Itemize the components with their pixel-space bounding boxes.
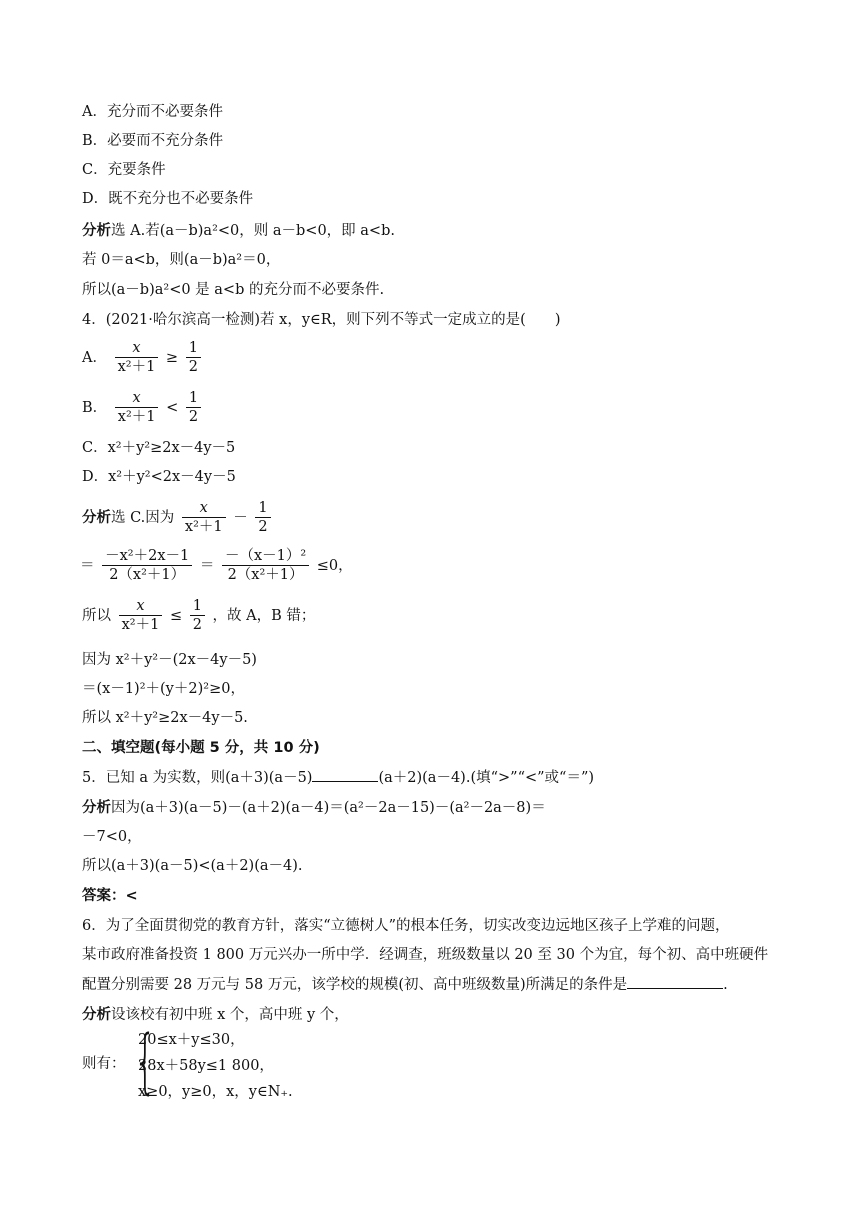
analysis-text: 设该校有初中班 x 个，高中班 y 个，	[111, 1007, 349, 1023]
option-label: A．	[82, 350, 107, 366]
q3-analysis-line3: 所以(a－b)a²<0 是 a<b 的充分而不必要条件.	[82, 282, 385, 298]
equals: ＝	[80, 558, 95, 574]
q6-line3	[82, 975, 728, 995]
system-prefix: 则有：	[82, 1056, 126, 1072]
option-label: B．	[82, 400, 108, 416]
fraction: $\frac{1}{2}$	[186, 340, 201, 376]
system-eq2: 28x＋58y≤1 800，	[138, 1058, 274, 1074]
relation: ≤	[169, 608, 183, 624]
q4-analysis-line3	[82, 598, 315, 634]
stem-text: 配置分别需要 28 万元与 58 万元，该学校的规模(初、高中班级数量)所满足的条件是	[82, 977, 628, 993]
q5-analysis-line3: 所以(a＋3)(a－5)<(a＋2)(a－4).	[82, 858, 303, 874]
answer-blank	[312, 781, 378, 782]
relation: <	[166, 400, 179, 416]
answer-blank	[627, 988, 723, 989]
q6-line1: 6．为了全面贯彻党的教育方针，落实“立德树人”的根本任务，切实改变边远地区孩子上学难的问题，	[82, 918, 730, 934]
analysis-label: 分析	[82, 1007, 111, 1023]
q6-line2: 某市政府准备投资 1 800 万元兴办一所中学．经调查，班级数量以 20 至 30 个为宜，每个初、高中班硬件	[82, 947, 769, 963]
brace-icon: {	[134, 1020, 157, 1102]
fraction: $\frac{x}{\text{x²＋1}}$	[182, 500, 226, 536]
q5-analysis-line2: －7<0，	[82, 829, 142, 845]
option-c: C．充要条件	[82, 162, 166, 178]
analysis-label: 分析	[82, 800, 111, 816]
analysis-label: 分析	[82, 510, 111, 526]
fraction: $\frac{\text{－x²＋2x－1}}{\text{2（x²＋1）}}$	[102, 548, 192, 584]
minus: －	[233, 510, 248, 526]
stem-text: (a＋2)(a－4).(填“>”“<”或“＝”)	[378, 770, 595, 786]
equals: ＝	[199, 558, 215, 574]
analysis-text: ≤0，	[316, 558, 353, 574]
stem-text: 5．已知 a 为实数，则(a＋3)(a－5)	[82, 770, 313, 786]
q4-analysis-line1	[82, 500, 274, 536]
stem-text: .	[723, 977, 728, 993]
option-b: B．必要而不充分条件	[82, 133, 224, 149]
q4-analysis-line6: 所以 x²＋y²≥2x－4y－5.	[82, 710, 248, 726]
system-eq3: x≥0，y≥0，x，y∈N₊.	[138, 1084, 293, 1100]
q4-option-a	[82, 340, 204, 376]
q5-analysis-line1	[82, 798, 546, 818]
q4-stem: 4．(2021·哈尔滨高一检测)若 x，y∈R，则下列不等式一定成立的是( )	[82, 312, 561, 328]
fraction: $\frac{1}{2}$	[255, 500, 270, 536]
q4-analysis-line5: ＝(x－1)²＋(y＋2)²≥0，	[82, 681, 245, 697]
analysis-text: 因为(a＋3)(a－5)－(a＋2)(a－4)＝(a²－2a－15)－(a²－2a－8)＝	[111, 800, 546, 816]
section-heading: 二、填空题(每小题 5 分，共 10 分)	[82, 740, 320, 756]
fraction: $\frac{\text{－（x－1）²}}{\text{2（x²＋1）}}$	[222, 548, 309, 584]
analysis-text: 所以	[82, 608, 111, 624]
fraction: $\frac{x}{\text{x²＋1}}$	[115, 340, 159, 376]
q5-stem	[82, 768, 594, 788]
q4-analysis-line2	[80, 548, 353, 584]
fraction: $\frac{x}{\text{x²＋1}}$	[115, 390, 159, 426]
fraction: $\frac{1}{2}$	[190, 598, 205, 634]
q4-option-c: C．x²＋y²≥2x－4y－5	[82, 440, 236, 456]
q4-option-d: D．x²＋y²<2x－4y－5	[82, 469, 236, 485]
q3-analysis-line1	[82, 221, 395, 241]
analysis-label: 分析	[82, 223, 111, 239]
option-a: A．充分而不必要条件	[82, 104, 223, 120]
q4-analysis-line4: 因为 x²＋y²－(2x－4y－5)	[82, 652, 257, 668]
fraction: $\frac{1}{2}$	[186, 390, 201, 426]
analysis-text: 选 C.因为	[111, 510, 175, 526]
relation: ≥	[165, 350, 179, 366]
option-d: D．既不充分也不必要条件	[82, 191, 254, 207]
q3-analysis-line2: 若 0＝a<b，则(a－b)a²＝0，	[82, 252, 281, 268]
q4-option-b	[82, 390, 204, 426]
q6-analysis-line1	[82, 1005, 349, 1025]
fraction: $\frac{x}{\text{x²＋1}}$	[119, 598, 163, 634]
system-eq1: 20≤x＋y≤30，	[138, 1032, 245, 1048]
analysis-text: ，故 A，B 错；	[212, 608, 316, 624]
analysis-text: 选 A.若(a－b)a²<0，则 a－b<0，即 a<b.	[111, 223, 395, 239]
q5-answer: 答案：<	[82, 888, 138, 904]
